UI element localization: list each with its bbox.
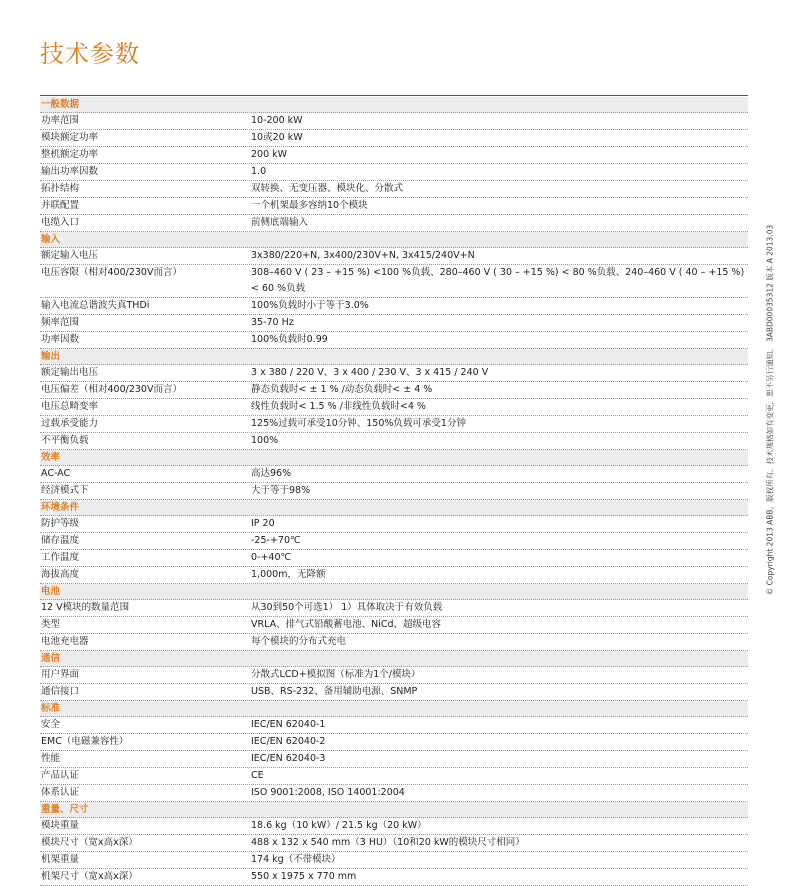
spec-row [40,315,748,332]
copyright-note: © Copyright 2013 ABB。版权所有。技术规格如有变更，恕不另行通知。 3ABD00035312 版本 A 2013.03 [765,224,775,596]
spec-value: 3x380/220+N, 3x400/230V+N, 3x415/240V+N [251,250,475,261]
section-header: 重量、尺寸 [40,802,748,818]
spec-label: 体系认证 [41,787,80,798]
top-rule [40,95,748,96]
spec-row [40,567,748,584]
spec-row [40,130,748,147]
spec-value: -25-+70℃ [251,535,301,546]
spec-row [40,600,748,617]
spec-label: 12 V模块的数量范围 [41,602,130,613]
spec-value: IP 20 [251,518,275,529]
spec-value: 每个模块的分布式充电 [251,636,347,647]
spec-value: 静态负载时< ± 1 % /动态负载时< ± 4 % [251,384,433,395]
spec-value: 双转换、无变压器、模块化、分散式 [251,183,404,194]
spec-value: 550 x 1975 x 770 mm [251,871,357,882]
spec-value: IEC/EN 62040-1 [251,719,326,730]
section-header: 通信 [40,651,748,667]
spec-value: 一个机架最多容纳10个模块 [251,200,368,211]
section-header: 输出 [40,349,748,365]
section-header: 一般数据 [40,97,748,113]
spec-row [40,147,748,164]
spec-label: 类型 [41,619,61,630]
spec-row [40,298,748,315]
spec-row [40,483,748,500]
spec-value: 100% [251,435,279,446]
spec-value: 100%负载时小于等于3.0% [251,300,369,311]
spec-row [40,433,748,450]
spec-label: 性能 [41,753,61,764]
spec-label: 工作温度 [41,552,80,563]
spec-row [40,248,748,265]
spec-label: 机架重量 [41,854,80,865]
spec-value: 高达96% [251,468,292,479]
page-title: 技术参数 [40,40,140,68]
spec-label: 模块尺寸（宽x高x深） [41,837,138,848]
spec-label: 额定输入电压 [41,250,99,261]
spec-label: EMC（电磁兼容性） [41,736,129,747]
spec-row [40,332,748,349]
spec-value: 从30到50个可选1） 1）具体取决于有效负载 [251,602,443,613]
spec-label: 并联配置 [41,200,80,211]
section-header: 标准 [40,701,748,717]
spec-row [40,466,748,483]
spec-row [40,617,748,634]
spec-label: 海拔高度 [41,569,80,580]
spec-value: 0-+40℃ [251,552,292,563]
spec-row [40,751,748,768]
spec-value: 100%负载时0.99 [251,334,328,345]
spec-row [40,785,748,802]
spec-label: 电缆入口 [41,217,80,228]
section-header: 电池 [40,584,748,600]
spec-row [40,550,748,567]
spec-row [40,684,748,701]
spec-row [40,717,748,734]
spec-label: 功率范围 [41,115,80,126]
spec-label: AC-AC [41,468,71,479]
spec-label: 防护等级 [41,518,80,529]
spec-label: 储存温度 [41,535,80,546]
spec-value: USB、RS-232、备用辅助电源、SNMP [251,686,418,697]
spec-row [40,181,748,198]
spec-row [40,634,748,651]
spec-label: 拓扑结构 [41,183,80,194]
spec-value: 174 kg（不带模块） [251,854,341,865]
spec-value: CE [251,770,264,781]
spec-value: 1,000m，无降额 [251,569,326,580]
spec-value: 大于等于98% [251,485,311,496]
spec-row [40,835,748,852]
spec-value: 10-200 kW [251,115,303,126]
spec-label: 额定输出电压 [41,367,99,378]
section-header: 输入 [40,232,748,248]
spec-label: 频率范围 [41,317,80,328]
spec-row [40,399,748,416]
section-header: 效率 [40,450,748,466]
spec-row [40,113,748,130]
spec-label: 不平衡负载 [41,435,89,446]
spec-label: 输入电流总谐波失真THDi [41,300,150,311]
side-note [762,220,778,600]
spec-row [40,869,748,886]
spec-label: 模块重量 [41,820,80,831]
spec-row [40,768,748,785]
spec-value: 35-70 Hz [251,317,294,328]
spec-row [40,215,748,232]
spec-row [40,667,748,684]
spec-value: 前侧底端输入 [251,217,309,228]
spec-label: 电池充电器 [41,636,89,647]
spec-value: 3 x 380 / 220 V、3 x 400 / 230 V、3 x 415 / 240 V [251,367,489,378]
spec-label: 整机额定功率 [41,149,99,160]
spec-value: ISO 9001:2008, ISO 14001:2004 [251,787,405,798]
spec-label: 安全 [41,719,61,730]
spec-row [40,382,748,399]
spec-row [40,164,748,181]
spec-label: 模块额定功率 [41,132,99,143]
spec-label: 用户界面 [41,669,80,680]
spec-value: 488 x 132 x 540 mm（3 HU）（10和20 kW的模块尺寸相同） [251,837,525,848]
spec-row [40,852,748,869]
spec-value: 308–460 V ( 23 – +15 %) <100 %负载、280–460 V ( 30 – +15 %) < 80 %负载、240–460 V ( 40 – +15 %) < 60 %负载 [251,267,745,294]
spec-label: 机架尺寸（宽x高x深） [41,871,138,882]
spec-label: 电压偏差（相对400/230V而言） [41,384,182,395]
spec-value: VRLA、排气式铅酸蓄电池、NiCd、超级电容 [251,619,442,630]
section-header: 环境条件 [40,500,748,516]
spec-row [40,734,748,751]
spec-label: 电压总畸变率 [41,401,99,412]
spec-value: 1.0 [251,166,267,177]
spec-value: 10或20 kW [251,132,303,143]
spec-row [40,416,748,433]
spec-value: IEC/EN 62040-2 [251,736,326,747]
spec-label: 通信接口 [41,686,80,697]
spec-value: 200 kW [251,149,288,160]
spec-label: 功率因数 [41,334,80,345]
spec-row [40,365,748,382]
spec-value: IEC/EN 62040-3 [251,753,326,764]
spec-value: 分散式LCD+模拟图（标准为1个/模块） [251,669,421,680]
spec-label: 电压容限（相对400/230V而言） [41,267,182,278]
spec-value: 125%过载可承受10分钟、150%负载可承受1分钟 [251,418,466,429]
spec-row [40,818,748,835]
spec-label: 经济模式下 [41,485,89,496]
spec-row [40,198,748,215]
spec-row [40,533,748,550]
spec-label: 过载承受能力 [41,418,99,429]
spec-table [40,97,748,886]
spec-row [40,265,748,298]
spec-value: 18.6 kg（10 kW）/ 21.5 kg（20 kW） [251,820,427,831]
spec-label: 输出功率因数 [41,166,99,177]
spec-row [40,516,748,533]
spec-label: 产品认证 [41,770,80,781]
spec-value: 线性负载时< 1.5 % /非线性负载时<4 % [251,401,426,412]
